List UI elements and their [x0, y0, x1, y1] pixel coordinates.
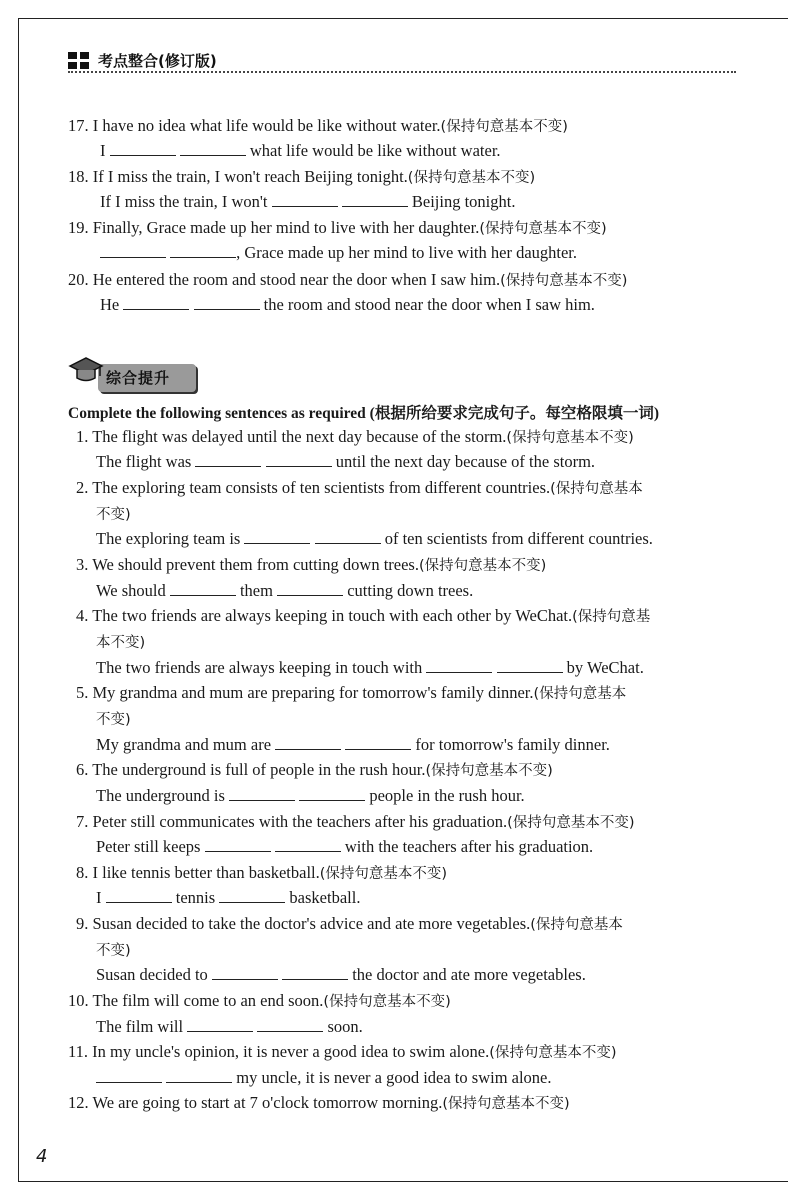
- answer-blank[interactable]: [345, 736, 411, 750]
- question-note: 不变): [96, 712, 131, 728]
- question-note-continued: [96, 632, 145, 653]
- answer-text: If I miss the train, I won't: [100, 192, 272, 211]
- question-note: (保持句意基本不变): [479, 221, 607, 237]
- answer-line: [96, 888, 360, 908]
- question-note: (保持句意基本不变): [506, 430, 634, 446]
- answer-blank[interactable]: [166, 1069, 232, 1083]
- answer-text: people in the rush hour.: [365, 786, 525, 805]
- question-note: (保持句意基本: [530, 917, 623, 933]
- answer-text: the room and stood near the door when I saw him.: [259, 295, 595, 314]
- question-note: (保持句意基本不变): [407, 170, 536, 186]
- question-note: 不变): [96, 507, 131, 523]
- answer-line: [96, 837, 593, 857]
- question-text: The exploring team consists of ten scientists from different countries.: [92, 478, 551, 497]
- question-number: 18.: [68, 167, 89, 186]
- answer-text: I: [100, 141, 110, 160]
- answer-blank[interactable]: [315, 530, 381, 544]
- question-line: [68, 270, 627, 291]
- answer-text: cutting down trees.: [343, 581, 474, 600]
- answer-line: [96, 786, 525, 806]
- question-number: 1.: [76, 427, 89, 446]
- answer-blank[interactable]: [299, 787, 365, 801]
- answer-line: [96, 1017, 363, 1037]
- question-line: [68, 1093, 570, 1114]
- answer-blank[interactable]: [282, 966, 348, 980]
- question-number: 11.: [68, 1042, 89, 1061]
- question-text: The two friends are always keeping in touch with each other by WeChat.: [92, 606, 573, 625]
- answer-line: [100, 192, 515, 212]
- answer-blank[interactable]: [275, 736, 341, 750]
- question-number: 20.: [68, 270, 89, 289]
- question-number: 9.: [76, 914, 89, 933]
- question-text: In my uncle's opinion, it is never a good idea to swim alone.: [92, 1042, 490, 1061]
- book-logo-icon: [68, 52, 90, 70]
- answer-blank[interactable]: [194, 296, 260, 310]
- answer-text: for tomorrow's family dinner.: [411, 735, 610, 754]
- answer-text: Peter still keeps: [96, 837, 205, 856]
- question-line: [76, 812, 635, 833]
- question-text: We are going to start at 7 o'clock tomorrow morning.: [92, 1093, 443, 1112]
- answer-blank[interactable]: [170, 582, 236, 596]
- question-line: [76, 427, 634, 448]
- answer-text: soon.: [323, 1017, 363, 1036]
- question-number: 5.: [76, 683, 89, 702]
- question-number: 12.: [68, 1093, 89, 1112]
- question-line: [76, 606, 650, 627]
- instruction-text: Complete the following sentences as required (根据所给要求完成句子。每空格限填一词): [68, 405, 659, 422]
- question-line: [76, 478, 643, 499]
- answer-text: We should: [96, 581, 170, 600]
- question-line: [68, 218, 607, 239]
- question-note: (保持句意基本不变): [319, 866, 448, 882]
- answer-line: [100, 295, 595, 315]
- question-note: (保持句意基本: [533, 686, 627, 702]
- question-line: [76, 683, 626, 704]
- question-line: [76, 555, 546, 576]
- question-text: He entered the room and stood near the door when I saw him.: [92, 270, 501, 289]
- answer-text: what life would be like without water.: [245, 141, 501, 160]
- answer-blank[interactable]: [106, 889, 172, 903]
- question-line: [76, 760, 553, 781]
- answer-blank[interactable]: [205, 838, 271, 852]
- question-line: [76, 914, 623, 935]
- answer-text: The film will: [96, 1017, 188, 1036]
- answer-blank[interactable]: [342, 193, 408, 207]
- answer-text: The two friends are always keeping in touch with: [96, 658, 427, 677]
- graduation-cap-icon: [68, 352, 104, 388]
- answer-line: [96, 529, 653, 549]
- question-note: (保持句意基本不变): [440, 119, 568, 135]
- answer-blank[interactable]: [170, 244, 236, 258]
- question-line: [68, 991, 451, 1012]
- answer-text: The flight was: [96, 452, 196, 471]
- answer-text: My grandma and mum are: [96, 735, 276, 754]
- answer-text: He: [100, 295, 124, 314]
- question-number: 2.: [76, 478, 89, 497]
- question-line: [68, 116, 568, 137]
- question-note-continued: [96, 940, 131, 961]
- question-line: [76, 863, 447, 884]
- answer-blank[interactable]: [123, 296, 189, 310]
- answer-blank[interactable]: [219, 889, 285, 903]
- answer-line: [96, 452, 595, 472]
- answer-line: [96, 581, 473, 601]
- question-text: Peter still communicates with the teachers after his graduation.: [92, 812, 508, 831]
- question-note: (保持句意基本不变): [425, 763, 553, 779]
- answer-text: basketball.: [285, 888, 361, 907]
- question-note: (保持句意基本不变): [507, 815, 635, 831]
- question-note: (保持句意基本不变): [323, 994, 451, 1010]
- answer-text: The underground is: [96, 786, 230, 805]
- answer-text: until the next day because of the storm.: [331, 452, 596, 471]
- question-number: 4.: [76, 606, 89, 625]
- question-number: 17.: [68, 116, 89, 135]
- section-badge: [68, 352, 200, 394]
- question-number: 8.: [76, 863, 89, 882]
- answer-blank[interactable]: [426, 659, 492, 673]
- question-text: Finally, Grace made up her mind to live with her daughter.: [92, 218, 480, 237]
- question-note: 本不变): [96, 635, 146, 651]
- answer-line: [96, 658, 644, 678]
- answer-blank[interactable]: [100, 244, 166, 258]
- answer-line: [100, 141, 501, 161]
- question-note: (保持句意基本不变): [418, 558, 547, 574]
- page-number: 4: [36, 1146, 48, 1167]
- answer-line: [96, 1068, 552, 1088]
- question-line: [68, 167, 535, 188]
- question-number: 7.: [76, 812, 89, 831]
- question-number: 3.: [76, 555, 89, 574]
- answer-text: , Grace made up her mind to live with her daughter.: [236, 243, 578, 262]
- answer-blank[interactable]: [187, 1018, 253, 1032]
- answer-blank[interactable]: [275, 838, 341, 852]
- question-number: 19.: [68, 218, 89, 237]
- question-note: (保持句意基: [572, 609, 651, 625]
- header-title: 考点整合(修订版): [98, 52, 217, 70]
- answer-blank[interactable]: [110, 142, 176, 156]
- answer-blank[interactable]: [195, 453, 261, 467]
- answer-blank[interactable]: [266, 453, 332, 467]
- header-divider: [68, 71, 736, 73]
- answer-line: [96, 965, 586, 985]
- answer-line: [100, 243, 577, 263]
- question-text: If I miss the train, I won't reach Beijing tonight.: [92, 167, 408, 186]
- answer-blank[interactable]: [229, 787, 295, 801]
- question-number: 10.: [68, 991, 89, 1010]
- answer-line: [96, 735, 610, 755]
- answer-blank[interactable]: [277, 582, 343, 596]
- question-note: (保持句意基本不变): [500, 273, 628, 289]
- question-note: 不变): [96, 943, 131, 959]
- answer-text: by WeChat.: [562, 658, 644, 677]
- answer-blank[interactable]: [180, 142, 246, 156]
- question-text: I like tennis better than basketball.: [92, 863, 320, 882]
- answer-text: with the teachers after his graduation.: [340, 837, 594, 856]
- answer-text: I: [96, 888, 106, 907]
- question-note-continued: [96, 504, 131, 525]
- answer-blank[interactable]: [244, 530, 310, 544]
- answer-text: The exploring team is: [96, 529, 245, 548]
- answer-blank[interactable]: [272, 193, 338, 207]
- answer-text: them: [235, 581, 278, 600]
- answer-text: of ten scientists from different countries.: [380, 529, 653, 548]
- question-number: 6.: [76, 760, 89, 779]
- answer-blank[interactable]: [497, 659, 563, 673]
- answer-blank[interactable]: [257, 1018, 323, 1032]
- answer-text: tennis: [171, 888, 220, 907]
- question-text: The flight was delayed until the next day because of the storm.: [92, 427, 507, 446]
- answer-blank[interactable]: [212, 966, 278, 980]
- question-note: (保持句意基本: [550, 481, 643, 497]
- question-line: [68, 1042, 617, 1063]
- page-header: [68, 50, 217, 71]
- question-text: Susan decided to take the doctor's advice and ate more vegetables.: [92, 914, 531, 933]
- answer-text: Beijing tonight.: [407, 192, 516, 211]
- answer-blank[interactable]: [96, 1069, 162, 1083]
- answer-text: my uncle, it is never a good idea to swim alone.: [232, 1068, 552, 1087]
- question-text: The film will come to an end soon.: [92, 991, 324, 1010]
- question-note-continued: [96, 709, 131, 730]
- section-title: 综合提升: [106, 369, 171, 387]
- answer-text: the doctor and ate more vegetables.: [348, 965, 586, 984]
- question-text: The underground is full of people in the rush hour.: [92, 760, 426, 779]
- answer-text: Susan decided to: [96, 965, 212, 984]
- question-text: We should prevent them from cutting down trees.: [92, 555, 419, 574]
- question-note: (保持句意基本不变): [489, 1045, 617, 1061]
- question-text: My grandma and mum are preparing for tomorrow's family dinner.: [92, 683, 534, 702]
- question-text: I have no idea what life would be like without water.: [92, 116, 441, 135]
- question-note: (保持句意基本不变): [442, 1096, 570, 1112]
